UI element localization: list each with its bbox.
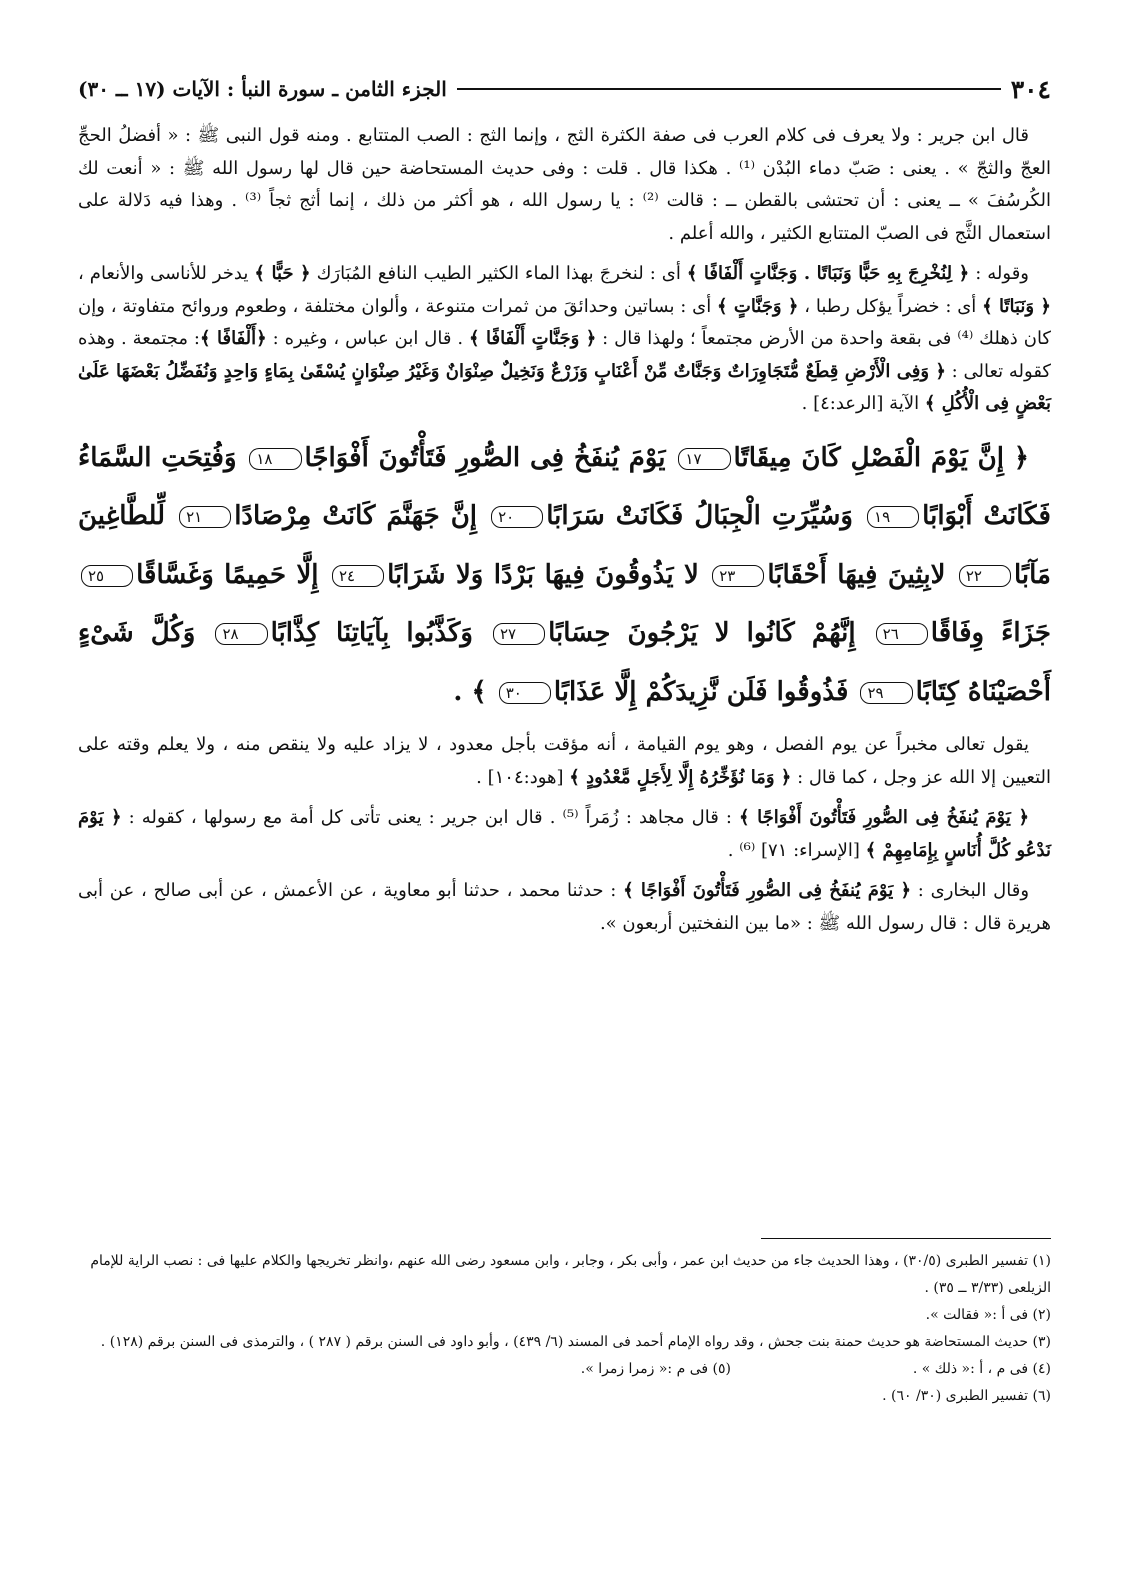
verse-text: ﴿ إِنَّ يَوْمَ الْفَصْلِ كَانَ مِيقَاتًا — [733, 442, 1030, 473]
quran-quote: ﴿ وَمَا نُؤَخِّرُهُ إِلَّا لِأَجَلٍ مَّعْدُودٍ ﴾ — [569, 766, 792, 788]
verse — [488, 501, 853, 531]
verse-text: وَفُتِحَتِ السَّمَاءُ فَكَانَتْ أَبْوَابًا — [78, 442, 1051, 531]
verse-text: جَزَاءً وِفَاقًا — [930, 618, 1051, 648]
footnote-4: (٤) فى م ، أ :« ذلك » . — [912, 1361, 1051, 1377]
verse — [329, 560, 699, 590]
main-text — [78, 120, 1051, 940]
quran-quote: ﴿ حَبًّا ﴾ — [254, 263, 311, 284]
paragraph-5 — [78, 875, 1051, 940]
footnotes — [78, 1248, 1051, 1410]
verse — [176, 501, 477, 531]
verse-number-marker: ٢٢ — [959, 565, 1011, 587]
verse — [675, 443, 1029, 473]
verse-text: وَكَذَّبُوا بِآيَاتِنَا كِذَّابًا — [270, 618, 473, 648]
text-run: أى : بساتين وحدائقَ من ثمرات متنوعة ، وألوان مختلفة ، وطعوم وروائح متفاوتة ، وإن كان ذهلك ⁽⁴⁾ فى بقعة واحدة من الأرض مجتمعاً ؛ ولهذا قال : — [78, 295, 1052, 349]
quran-quote: ﴿أَلْفَافًا ﴾ — [200, 328, 267, 349]
verse — [78, 560, 319, 590]
text-run: : مجتمعة . وهذه كقوله تعالى : — [78, 328, 1052, 382]
text-run: [هود:١٠٤] . — [476, 766, 570, 788]
verse — [212, 618, 472, 648]
footnote-1: (١) تفسير الطبرى (٣٠/٥) ، وهذا الحديث جاء من حديث ابن عمر ، وأبى بكر ، وجابر ، وابن مسعود رضى الله عنهم ،وانظر تخريجها والكلام عليها فى : نصب الراية للإمام الزيلعى (٣/٣٣ ــ ٣٥) . — [90, 1253, 1051, 1296]
footnote-5: (٥) فى م :« زمرا زمرا ». — [580, 1361, 731, 1377]
verse-text: يَوْمَ يُنفَخُ فِى الصُّورِ فَتَأْتُونَ أَفْوَاجًا — [304, 442, 666, 473]
text-run: الآية [الرعد:٤] . — [801, 393, 925, 414]
page-number: ٣٠٤ — [1010, 74, 1051, 104]
verse — [709, 560, 945, 590]
footnote-3: (٣) حديث المستحاضة هو حديث حمنة بنت جحش ، وقد رواه الإمام أحمد فى المسند (٦/ ٤٣٩) ، وأبو داود فى السنن برقم ( ٢٨٧ ) ، والترمذى فى السنن برقم (١٢٨) . — [100, 1334, 1051, 1350]
text-run: أى : خضراً يؤكل رطبا ، — [798, 295, 983, 317]
text-run: [الإسراء: ٧١] ⁽⁶⁾ . — [727, 839, 866, 861]
verse — [490, 618, 856, 648]
footnote-separator — [761, 1238, 1051, 1239]
quran-quote: ﴿ يَوْمَ يُنفَخُ فِى الصُّورِ فَتَأْتُونَ أَفْوَاجًا ﴾ — [623, 880, 912, 901]
quran-quote: ﴿ وَنَبَاتًا ﴾ — [982, 295, 1051, 317]
verse-number-marker: ١٧ — [678, 448, 730, 470]
verses-closing-bracket: ﴾ . — [453, 676, 487, 707]
verse-text: لا يَذُوقُونَ فِيهَا بَرْدًا وَلا شَرَابًا — [387, 559, 699, 590]
quran-quote: ﴿ وَجَنَّاتٍ أَلْفَافًا ﴾ — [468, 328, 597, 349]
text-run: أى : لنخرجَ بهذا الماء الكثير الطيب النافع المُبَارَك — [310, 263, 687, 284]
verse-number-marker: ٣٠ — [499, 682, 551, 704]
quran-quote: ﴿ وَفِى الْأَرْضِ قِطَعٌ مُّتَجَاوِرَاتٌ وَجَنَّاتٌ مِّنْ أَعْنَابٍ وَزَرْعٌ وَنَخِيلٌ صِنْوَانٌ وَغَيْرُ صِنْوَانٍ يُسْقَىٰ بِمَاءٍ وَاحِدٍ وَنُفَضِّلُ بَعْضَهَا عَلَىٰ بَعْضٍ فِى الْأُكُلِ ﴾ — [78, 360, 1051, 414]
header-rule — [457, 88, 1001, 90]
paragraph-2 — [78, 258, 1051, 421]
quran-quote: ﴿ وَجَنَّاتٍ ﴾ — [717, 295, 799, 317]
verse-text: إِنَّ جَهَنَّمَ كَانَتْ مِرْصَادًا — [234, 501, 478, 531]
quran-verses-block — [78, 429, 1051, 722]
quran-quote: ﴿ يَوْمَ يُنفَخُ فِى الصُّورِ فَتَأْتُونَ أَفْوَاجًا ﴾ — [738, 807, 1029, 828]
text-run: يقول تعالى مخبراً عن يوم الفصل ، وهو يوم القيامة ، أنه مؤقت بأجل معدود ، لا يزاد عليه ولا ينقص منه ، ولا يعلم وقته على التعيين إلا الله عز وجل ، كما قال : — [78, 734, 1051, 788]
verse-number-marker: ٢٦ — [876, 623, 928, 645]
text-run: وقوله : — [969, 263, 1029, 284]
paragraph-3 — [78, 729, 1051, 794]
verse — [496, 677, 849, 707]
verse-number-marker: ٢٤ — [332, 565, 384, 587]
quran-quote: ﴿ يَوْمَ نَدْعُو كُلَّ أُنَاسٍ بِإِمَامِهِمْ ﴾ — [78, 807, 1051, 861]
footnote-6: (٦) تفسير الطبرى (٣٠/ ٦٠) . — [882, 1388, 1051, 1404]
verse-number-marker: ٢٠ — [491, 506, 543, 528]
verse-number-marker: ٢٩ — [860, 682, 912, 704]
verse-number-marker: ٢١ — [179, 506, 231, 528]
verse-text: فَذُوقُوا فَلَن نَّزِيدَكُمْ إِلَّا عَذَابًا — [553, 676, 849, 707]
verse-text: لِّلطَّاغِينَ مَآبًا — [78, 501, 1051, 590]
footnote-row — [78, 1356, 1051, 1383]
paragraph-4 — [78, 802, 1051, 867]
text-run: وقال البخارى : — [911, 880, 1030, 901]
verse-number-marker: ١٩ — [867, 506, 919, 528]
verse-number-marker: ٢٣ — [712, 565, 764, 587]
footnote-2: (٢) فى أ :« فقالت ». — [925, 1307, 1051, 1323]
verse-number-marker: ١٨ — [249, 448, 301, 470]
quran-quote: ﴿ لِنُخْرِجَ بِهِ حَبًّا وَنَبَاتًا . وَجَنَّاتٍ أَلْفَافًا ﴾ — [686, 263, 970, 284]
verse-number-marker: ٢٥ — [81, 565, 133, 587]
paragraph-1: قال ابن جرير : ولا يعرف فى كلام العرب فى صفة الكثرة الثج ، وإنما الثج : الصب المتتابع . ومنه قول النبى ﷺ : « أفضلُ الحجِّ العجّ والثجّ » . يعنى : صَبّ دماء البُدْن ⁽¹⁾ . هكذا قال . قلت : وفى حديث المستحاضة حين قال لها رسول الله ﷺ : « أنعت لك الكُرسُفَ » ــ يعنى : أن تحتشى بالقطن ــ : قالت ⁽²⁾ : يا رسول الله ، هو أكثر من ذلك ، إنما أثج ثجاً ⁽³⁾ . وهذا فيه دَلالة على استعمال الثَّج فى الصبّ المتتابع الكثير ، والله أعلم . — [78, 125, 1051, 244]
verse-number-marker: ٢٧ — [493, 623, 545, 645]
verse-text: وَسُيِّرَتِ الْجِبَالُ فَكَانَتْ سَرَابًا — [546, 501, 853, 531]
verse — [873, 618, 1051, 648]
verse-text: إِنَّهُمْ كَانُوا لا يَرْجُونَ حِسَابًا — [548, 618, 856, 648]
verse-text: إِلَّا حَمِيمًا وَغَسَّاقًا — [136, 559, 319, 590]
text-run: : قال مجاهد : زُمَراً ⁽⁵⁾ . قال ابن جرير : يعنى تأتى كل أمة مع رسولها ، كقوله : — [121, 807, 739, 828]
verse — [246, 443, 665, 473]
page-header — [78, 72, 1051, 106]
text-run: يدخر للأناسى والأنعام ، — [78, 263, 255, 284]
verse-text: وَكُلَّ شَىْءٍ أَحْصَيْنَاهُ كِتَابًا — [78, 618, 1051, 707]
verse-text: لابِثِينَ فِيهَا أَحْقَابًا — [767, 559, 946, 590]
running-title: الجزء الثامن ـ سورة النبأ : الآيات (١٧ ــ ٣٠) — [78, 77, 447, 101]
text-run: : حدثنا محمد ، حدثنا أبو معاوية ، عن الأعمش ، عن أبى صالح ، عن أبى هريرة قال : قال رسول الله ﷺ : «ما بين النفختين أربعون ». — [78, 880, 1051, 934]
text-run: . قال ابن عباس ، وغيره : — [266, 328, 469, 349]
verse-number-marker: ٢٨ — [215, 623, 267, 645]
